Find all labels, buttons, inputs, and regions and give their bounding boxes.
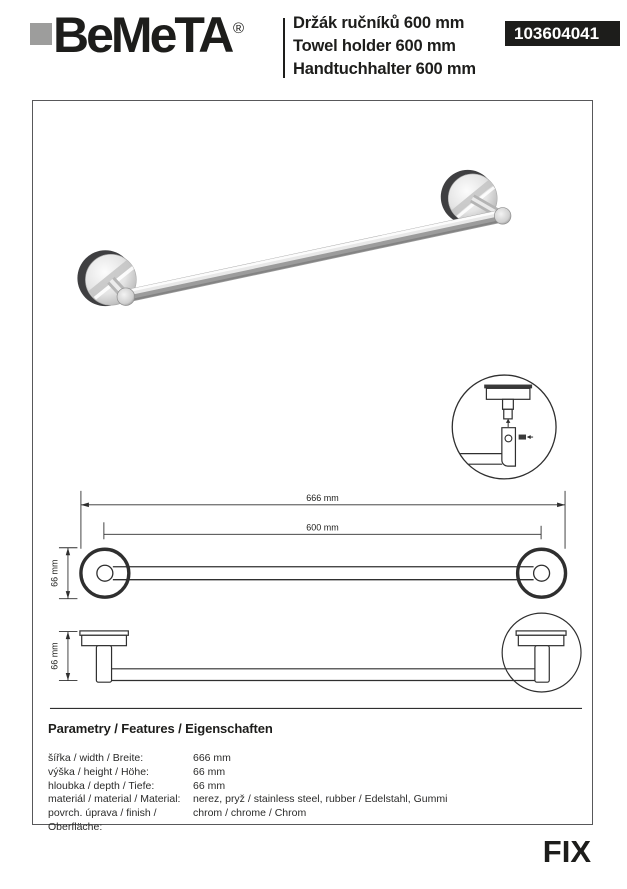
product-name-cs: Držák ručníků 600 mm: [293, 14, 465, 32]
side-mount-right-plate: [516, 631, 566, 635]
product-photo: [77, 170, 511, 306]
param-row-depth: [48, 780, 580, 794]
param-value: 666 mm: [193, 752, 231, 764]
registered-trademark: ®: [233, 20, 245, 37]
param-label: hloubka / depth / Tiefe:: [48, 779, 155, 792]
detail-bracket: [502, 428, 516, 466]
side-mount-right-stem: [535, 646, 549, 683]
param-label: materiál / material / Material:: [48, 793, 181, 806]
product-artwork: [33, 101, 591, 717]
param-label: povrch. úprava / finish / Oberfläche:: [48, 807, 157, 833]
side-view: [49, 613, 581, 692]
param-row-width: [48, 752, 580, 766]
detail-balloon: [452, 375, 556, 479]
towel-bar: [117, 208, 511, 306]
detail-screw-hole: [505, 435, 512, 442]
param-label: šířka / width / Breite:: [48, 752, 144, 764]
param-row-material: [48, 793, 580, 807]
param-row-finish: [48, 807, 580, 835]
side-mount-left-stem: [96, 646, 111, 683]
param-value: chrom / chrome / Chrom: [193, 807, 307, 820]
param-label: výška / height / Höhe:: [48, 765, 149, 778]
product-name-en: Towel holder 600 mm: [293, 37, 456, 55]
detail-set-screw: [519, 435, 526, 440]
dimension-depth: [49, 632, 77, 681]
front-view: [49, 491, 565, 599]
dimension-bar-width: [104, 522, 541, 539]
product-name-de: Handtuchhalter 600 mm: [293, 60, 476, 78]
dimension-height: [49, 548, 77, 599]
parameters-heading: Parametry / Features / Eigenschaften: [48, 721, 273, 736]
bar-end-cap-left: [117, 288, 135, 306]
param-value: 66 mm: [193, 765, 226, 778]
param-value: 66 mm: [193, 779, 226, 792]
svg-text:66 mm: 66 mm: [49, 642, 60, 670]
bar-end-cap-right: [494, 208, 511, 225]
svg-text:66 mm: 66 mm: [49, 559, 60, 587]
svg-text:666 mm: 666 mm: [306, 492, 339, 503]
parameters-section: [48, 721, 580, 835]
brand-name: BeMeTA: [53, 7, 232, 63]
product-names: [293, 12, 476, 81]
param-value: nerez, pryž / stainless steel, rubber / Edelstahl, Gummi: [193, 793, 448, 806]
content-frame: [32, 100, 593, 833]
dimension-total-width: [81, 493, 565, 507]
param-row-height: [48, 766, 580, 780]
series-label: FIX: [542, 834, 591, 869]
svg-text:600 mm: 600 mm: [306, 522, 339, 533]
header-divider: [283, 18, 285, 78]
product-code-badge: 103604041: [505, 21, 620, 46]
side-mount-left-plate: [80, 631, 128, 635]
logo-square-icon: [30, 23, 52, 45]
